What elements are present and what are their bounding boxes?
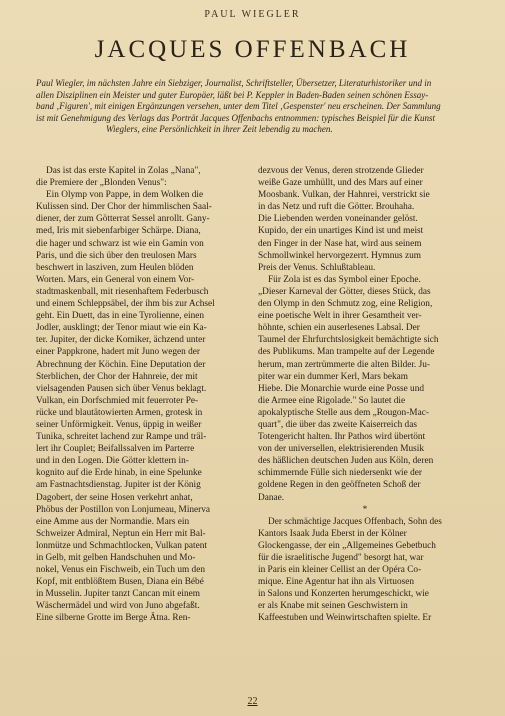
text-line: Ein Olymp von Pappe, in dem Wolken die (46, 190, 204, 201)
page-number: 22 (247, 696, 258, 707)
text-line: stadtmaskenball, mit riesenhaftem Federbusch (36, 286, 209, 297)
text-line: in das Netz und ruft die Götter. Brouhaha. (258, 202, 415, 213)
text-line: Schmollwinkel hervorgezerrt. Hymnus zum (258, 250, 422, 261)
text-line: Jodler, ausklingt; der Tenor miaut wie ein Ka- (36, 323, 207, 334)
text-line: in Paris ein kleiner Cellist an der Opéra Co- (258, 565, 422, 576)
text-line: Für Zola ist es das Symbol einer Epoche. (268, 274, 421, 285)
text-line: apokalyptische Stelle aus dem „Rougon-Mac- (258, 407, 429, 418)
text-line: Die Liebenden werden voneinander gelöst. (258, 214, 418, 225)
text-line: Kopf, mit entblößtem Busen, Diana ein Bébé (36, 577, 204, 588)
text-line: weiße Gaze umhüllt, und des Mars auf einer (258, 178, 423, 189)
text-line: eine poetische Welt in ihrer Gesamtheit ver- (258, 311, 422, 322)
text-line: Glockengasse, der ein „Allgemeines Gebetbuch (258, 540, 436, 551)
text-line: Wäschermädel und wird von Juno abgefaßt. (36, 601, 200, 612)
text-line: Kupido, der ein unartiges Kind ist und meist (258, 226, 424, 237)
text-line: vielsagenden Pausen sich über Venus beklagt. (36, 383, 207, 394)
text-line: er als Knabe mit seinen Geschwistern in (258, 601, 408, 612)
text-line: von der universellen, elektrisierenden Musik (258, 444, 425, 455)
intro-line: allen Disziplinen ein Meister und guter Europäer, läßt bei P. Keppler in Baden-Baden seinen schönen Essay- (36, 89, 429, 100)
text-line: dezvous der Venus, deren strotzende Glieder (258, 166, 424, 176)
text-line: Dagobert, der seine Hosen verkehrt anhat, (36, 492, 193, 503)
section-separator: * (362, 504, 368, 515)
text-line: diener, der zum Götterrat Sessel anrollt. Gany- (36, 214, 210, 225)
text-line: Hiebe. Die Monarchie wurde eine Posse und (258, 383, 425, 394)
text-line: höhnte, schien ein auserlesenes Labsal. Der (258, 323, 420, 334)
text-line: Moosbank. Vulkan, der Hahnrei, verstrickt sie (258, 190, 430, 201)
text-line: goldene Regen in den geöffneten Schoß der (258, 480, 421, 491)
text-line: Totengericht halten. Ihr Pathos wird übertönt (258, 432, 426, 443)
text-line: nokel, Venus ein Fischweib, ein Tuch um den (36, 565, 205, 576)
text-line: kognito auf die Erde hinab, in eine Spelunke (36, 468, 202, 479)
text-line: lert ihr Couplet; Beifallssalven im Parterre (36, 444, 195, 455)
article-title: JACQUES OFFENBACH (94, 36, 411, 63)
text-line: des häßlichen deutschen Juden aus Köln, deren (258, 456, 434, 467)
left-column (36, 165, 244, 625)
text-line: geht. Ein Duett, das in eine Tyrolienne, einen (36, 311, 205, 322)
text-line: rücke und blautätowierten Armen, grotesk in (36, 407, 203, 418)
text-line: Abrechnung der Köchin. Eine Deputation der (36, 359, 206, 370)
text-line: die Premiere der „Blonden Venus": (36, 178, 167, 189)
text-line: Taumel der Ehrfurchtslosigkeit bemächtigte sich (258, 335, 439, 346)
text-line: für die israelitische Jugend" besorgt hat, war (258, 553, 424, 563)
intro-line: Wieglers, eine Persönlichkeit in ihrer Zeit lebendig zu machen. (106, 124, 333, 135)
text-line: „Dieser Karneval der Götter, dieses Stück, das (258, 286, 431, 297)
intro-paragraph (36, 78, 470, 136)
right-column (258, 165, 472, 625)
text-line: eine Amme aus der Normandie. Mars ein (36, 516, 190, 527)
text-line: in Musselin. Jupiter tanzt Cancan mit einem (36, 589, 200, 600)
intro-line: Paul Wiegler, im nächsten Jahre ein Siebziger, Journalist, Schriftsteller, Übersetzer, Literaturhistoriker und in (36, 78, 432, 88)
text-line: seiner Unförmigkeit. Venus, üppig in weißer (36, 419, 202, 430)
text-line: die Armee eine Rigolade." So lautet die (258, 395, 406, 406)
text-line: den Finger in der Nase hat, wird aus seinem (258, 238, 422, 249)
text-line: des Publikums. Man trampelte auf der Legende (258, 347, 435, 358)
text-line: Sterblichen, der Chor der Hahnreie, der mit (36, 371, 198, 382)
text-line: Kulissen sind. Der Chor der himmlischen Saal- (36, 202, 212, 213)
text-line: Eine silberne Grotte im Berge Ätna. Ren- (36, 613, 191, 624)
text-line: den Olymp in den Schmutz zog, eine Religion, (258, 299, 433, 310)
text-line: und einem Schleppsäbel, der ihm bis zur Achsel (36, 299, 215, 310)
text-line: ter. Jupiter, der dicke Komiker, ächzend unter (36, 335, 206, 346)
text-line: einer Pappkrone, hadert mit Juno wegen der (36, 347, 200, 358)
running-header: PAUL WIEGLER (204, 9, 301, 20)
text-line: Preis der Venus. Schlußtableau. (258, 262, 376, 273)
intro-line: band ‚Figuren', mit einigen Ergänzungen versehen, unter dem Titel ‚Gespenster' neu erscheinen. Der Sammlung (36, 101, 441, 112)
text-line: med, Iris mit siebenfarbiger Schärpe. Diana, (36, 226, 201, 237)
text-line: mique. Eine Agentur hat ihn als Virtuosen (258, 577, 414, 588)
text-line: Kaffeestuben und Weinwirtschaften spielte. Er (258, 613, 432, 624)
intro-line: ist mit Genehmigung des Verlags das Porträt Jacques Offenbachs entnommen: typisches Beispiel für die Kunst (36, 112, 435, 123)
text-line: in Salons und Konzerten herumgeschickt, wie (258, 589, 429, 600)
text-line: beschwert in lasziven, zum Heulen blöden (36, 262, 194, 273)
text-line: Danae. (258, 492, 285, 503)
text-line: lonmütze und Schmachtlocken, Vulkan patent (36, 540, 207, 551)
text-line: die hager und schwarz ist wie ein Gamin von (36, 238, 204, 249)
text-line: Worten. Mars, ein General von einem Vor- (36, 274, 195, 285)
text-line: Der schmächtige Jacques Offenbach, Sohn des (268, 516, 442, 527)
text-line: schimmernde Fülle sich niedersenkt wie der (258, 468, 422, 479)
text-line: und in den Logen. Die Götter klettern in- (36, 456, 189, 467)
text-line: Phöbus der Postillon von Lonjumeau, Minerva (36, 504, 211, 515)
text-line: Tunika, schreitet lachend zur Rampe und träl- (36, 432, 207, 443)
text-line: Vulkan, ein Dorfschmied mit feuerroter Pe- (36, 395, 199, 406)
text-line: in Gelb, mit gelben Handschuhen und Mo- (36, 553, 196, 563)
text-line: piter war ein dummer Kerl, Mars bekam (258, 371, 408, 382)
text-line: Schweizer Admiral, Neptun ein Herr mit Bal- (36, 528, 206, 539)
text-line: am Fastnachtsdienstag. Jupiter ist der König (36, 480, 201, 491)
text-line: quart", die über das zweite Kaiserreich das (258, 419, 417, 430)
text-line: Paris, und die sich über den treulosen Mars (36, 250, 197, 261)
text-line: herum, man zertrümmerte die alten Bilder. Ju- (258, 359, 430, 370)
text-line: Das ist das erste Kapitel in Zolas „Nana", (46, 166, 201, 176)
text-line: Kantors Isaak Juda Eberst in der Kölner (258, 528, 407, 539)
